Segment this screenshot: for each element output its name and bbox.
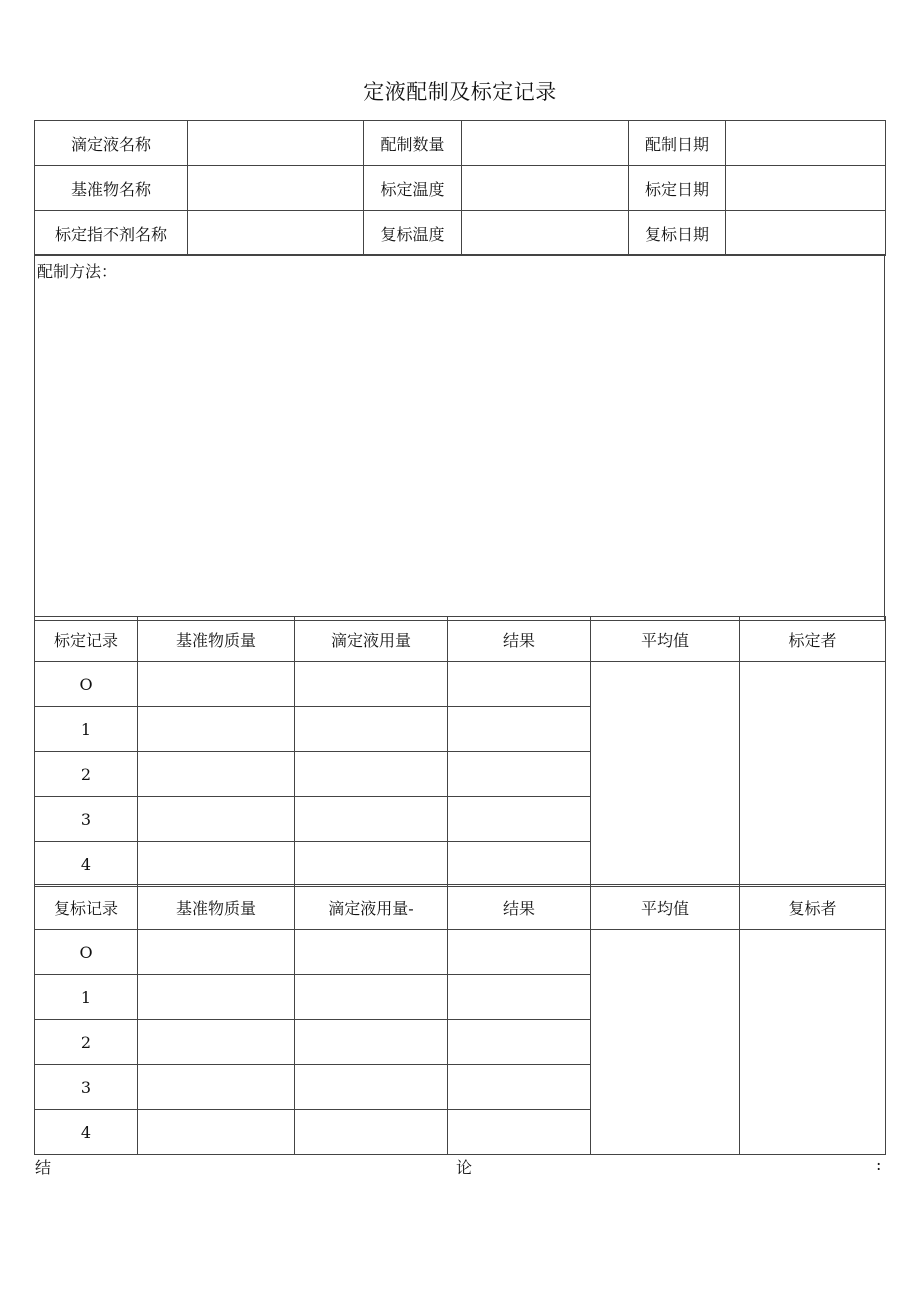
prep-date-field[interactable] <box>726 121 886 166</box>
info-table <box>34 120 886 256</box>
row-number: 3 <box>35 1065 138 1110</box>
volume-cell[interactable] <box>295 1020 448 1065</box>
recheck-header-mass: 基准物质量 <box>138 885 295 930</box>
mass-cell[interactable] <box>138 975 295 1020</box>
calib-temp-field[interactable] <box>462 166 629 211</box>
page-title: 定液配制及标定记录 <box>363 80 557 104</box>
calib-header-average: 平均值 <box>591 617 740 662</box>
calib-header-mass: 基准物质量 <box>138 617 295 662</box>
row-number: 1 <box>35 975 138 1020</box>
row-number: 2 <box>35 1020 138 1065</box>
info-row-indicator <box>35 211 886 256</box>
result-cell[interactable] <box>448 797 591 842</box>
result-cell[interactable] <box>448 662 591 707</box>
method-table <box>34 254 885 621</box>
mass-cell[interactable] <box>138 752 295 797</box>
result-cell[interactable] <box>448 842 591 887</box>
recheck-header-volume: 滴定液用量- <box>295 885 448 930</box>
calib-header-record: 标定记录 <box>35 617 138 662</box>
indicator-name-label: 标定指不剂名称 <box>35 211 188 256</box>
recheck-header-operator: 复标者 <box>740 885 886 930</box>
volume-cell[interactable] <box>295 707 448 752</box>
volume-cell[interactable] <box>295 842 448 887</box>
volume-cell[interactable] <box>295 662 448 707</box>
recheck-date-field[interactable] <box>726 211 886 256</box>
result-cell[interactable] <box>448 975 591 1020</box>
calib-header-result: 结果 <box>448 617 591 662</box>
result-cell[interactable] <box>448 930 591 975</box>
volume-cell[interactable] <box>295 930 448 975</box>
mass-cell[interactable] <box>138 842 295 887</box>
volume-cell[interactable] <box>295 1065 448 1110</box>
calib-temp-label: 标定温度 <box>364 166 462 211</box>
row-number: 3 <box>35 797 138 842</box>
info-row-titrant <box>35 121 886 166</box>
recheck-header-average: 平均值 <box>591 885 740 930</box>
average-cell[interactable] <box>591 662 740 887</box>
table-row <box>35 930 886 975</box>
mass-cell[interactable] <box>138 707 295 752</box>
recheck-header-result: 结果 <box>448 885 591 930</box>
method-label: 配制方法： <box>37 262 118 281</box>
row-number: 1 <box>35 707 138 752</box>
row-number: 2 <box>35 752 138 797</box>
calibration-header-row <box>35 617 886 662</box>
operator-cell[interactable] <box>740 662 886 887</box>
mass-cell[interactable] <box>138 797 295 842</box>
reference-name-field[interactable] <box>188 166 364 211</box>
indicator-name-field[interactable] <box>188 211 364 256</box>
prep-quantity-field[interactable] <box>462 121 629 166</box>
row-number: O <box>35 930 138 975</box>
recheck-table <box>34 884 886 1155</box>
info-row-reference <box>35 166 886 211</box>
titrant-name-field[interactable] <box>188 121 364 166</box>
calib-date-label: 标定日期 <box>629 166 726 211</box>
conclusion-char-1: 结 <box>35 1158 52 1177</box>
row-number: 4 <box>35 842 138 887</box>
mass-cell[interactable] <box>138 930 295 975</box>
recheck-header-record: 复标记录 <box>35 885 138 930</box>
result-cell[interactable] <box>448 1020 591 1065</box>
mass-cell[interactable] <box>138 1110 295 1155</box>
recheck-temp-label: 复标温度 <box>364 211 462 256</box>
mass-cell[interactable] <box>138 1065 295 1110</box>
mass-cell[interactable] <box>138 662 295 707</box>
titrant-name-label: 滴定液名称 <box>35 121 188 166</box>
calib-header-volume: 滴定液用量 <box>295 617 448 662</box>
volume-cell[interactable] <box>295 797 448 842</box>
calib-header-operator: 标定者 <box>740 617 886 662</box>
recheck-header-row <box>35 885 886 930</box>
result-cell[interactable] <box>448 1110 591 1155</box>
row-number: 4 <box>35 1110 138 1155</box>
recheck-temp-field[interactable] <box>462 211 629 256</box>
volume-cell[interactable] <box>295 1110 448 1155</box>
operator-cell[interactable] <box>740 930 886 1155</box>
table-row <box>35 662 886 707</box>
reference-name-label: 基准物名称 <box>35 166 188 211</box>
prep-quantity-label: 配制数量 <box>364 121 462 166</box>
conclusion-colon: : <box>876 1155 882 1174</box>
volume-cell[interactable] <box>295 975 448 1020</box>
prep-date-label: 配制日期 <box>629 121 726 166</box>
result-cell[interactable] <box>448 707 591 752</box>
result-cell[interactable] <box>448 752 591 797</box>
row-number: O <box>35 662 138 707</box>
conclusion-char-2: 论 <box>456 1158 473 1177</box>
average-cell[interactable] <box>591 930 740 1155</box>
calibration-table <box>34 616 886 887</box>
calib-date-field[interactable] <box>726 166 886 211</box>
recheck-date-label: 复标日期 <box>629 211 726 256</box>
result-cell[interactable] <box>448 1065 591 1110</box>
mass-cell[interactable] <box>138 1020 295 1065</box>
volume-cell[interactable] <box>295 752 448 797</box>
method-area[interactable] <box>35 255 885 621</box>
